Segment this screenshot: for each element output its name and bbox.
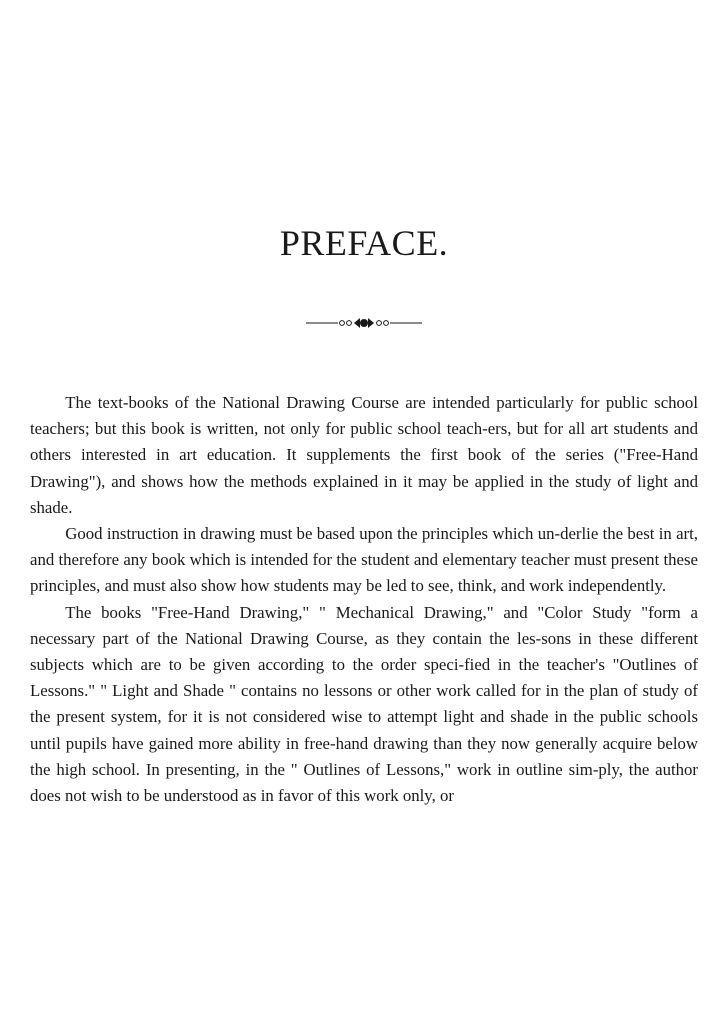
paragraph: The books "Free-Hand Drawing," " Mechanical Drawing," and "Color Study "form a necessary part of the National Drawing Course, as they contain the les-sons in these different subjects which are to be given according to the order speci-fied in the teacher's "Outlines of Lessons." " Light and Shade " contains no lessons or other work called for in the plan of study of the present system, for it is not considered wise to attempt light and shade in the public schools until pupils have gained more ability in free-hand drawing than they now generally acquire below the high school. In presenting, in the " Outlines of Lessons," work in outline sim-ply, the author does not wish to be understood as in favor of this work only, or <box>30 602 698 806</box>
ornament-icon <box>304 314 424 332</box>
preface-body <box>30 390 698 809</box>
paragraph: Good instruction in drawing must be based upon the principles which un-derlie the best in art, and therefore any book which is intended for the student and elementary teacher must present these principles, and must also show how students may be led to see, think, and work independently. <box>30 524 698 596</box>
page-title: PREFACE. <box>279 223 449 263</box>
decorative-divider-ornament <box>0 310 728 336</box>
paragraph: The text-books of the National Drawing Course are intended particularly for public school teachers; but this book is written, not only for public school teach-ers, but for all art students and others interested in art education. It supplements the first book of the series ("Free-Hand Drawing"), and shows how the methods explained in it may be applied in the study of light and shade. <box>30 393 698 517</box>
